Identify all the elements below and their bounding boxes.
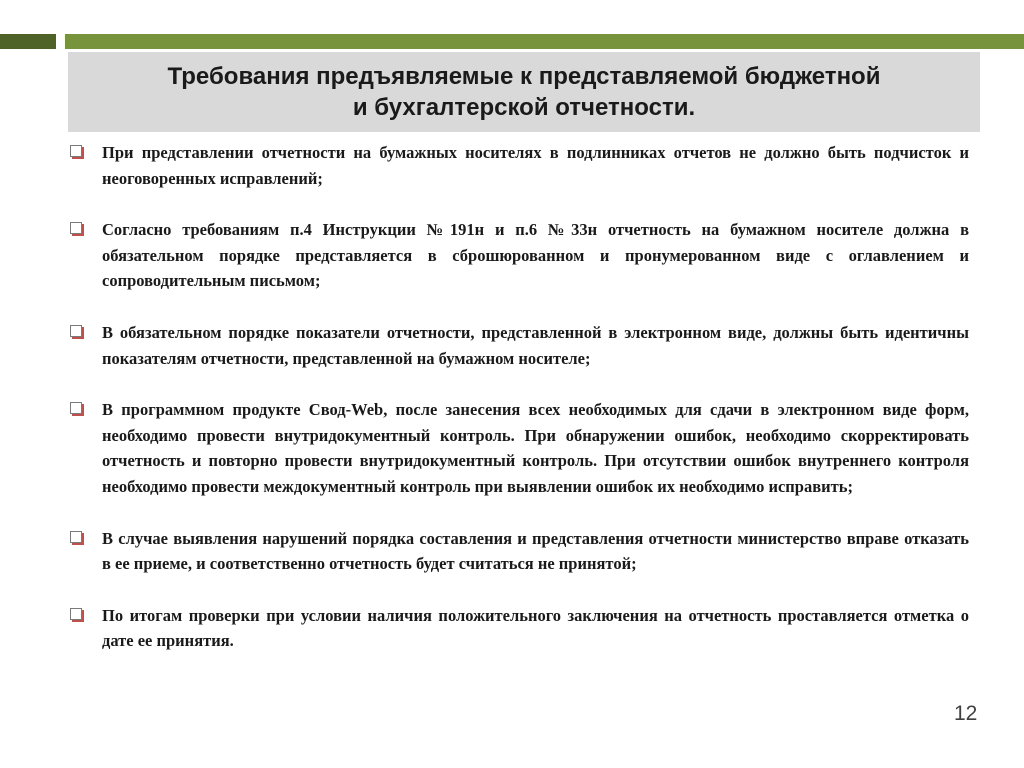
- bullet-text: Согласно требованиям п.4 Инструкции №191н и п.6 №33н отчетность на бумажном носителе должна в обязательном порядке представляется в сброшюрованном и пронумерованном виде с оглавлением и сопроводительным письмом;: [102, 220, 969, 291]
- bullet-text: В обязательном порядке показатели отчетности, представленной в электронном виде, должны быть идентичны показателям отчетности, представленной на бумажном носителе;: [102, 322, 969, 368]
- slide-title: [68, 52, 980, 132]
- bullet-text: При представлении отчетности на бумажных носителях в подлинниках отчетов не должно быть подчисток и неоговоренных исправлений;: [102, 143, 969, 188]
- checkbox-square-icon: [70, 145, 82, 157]
- bullet-text: В случае выявления нарушений порядка составления и представления отчетности министерство вправе отказать в ее приеме, и соответственно отчетность будет считаться не принятой;: [102, 528, 969, 574]
- checkbox-square-icon: [70, 608, 82, 620]
- header-accent-bar-light: [65, 34, 1024, 49]
- checkbox-square-icon: [70, 325, 82, 337]
- bullet-item: [68, 603, 969, 654]
- slide-title-line-2: и бухгалтерской отчетности.: [352, 94, 696, 121]
- bullet-list: [68, 140, 969, 654]
- bullet-item: [68, 217, 969, 294]
- bullet-item: [68, 320, 969, 371]
- bullet-item: [68, 397, 969, 499]
- slide-title-line-1: Требования предъявляемые к представляемой бюджетной: [167, 63, 881, 90]
- page-number: 12: [954, 702, 978, 725]
- checkbox-square-icon: [70, 531, 82, 543]
- bullet-item: [68, 526, 969, 577]
- bullet-item: [68, 140, 969, 191]
- checkbox-square-icon: [70, 222, 82, 234]
- bullet-text: В программном продукте Свод-Web, после занесения всех необходимых для сдачи в электронном виде форм, необходимо провести внутридокументный контроль. При обнаружении ошибок, необходимо скорректировать отчетность и повторно провести внутридокументный контроль. При отсутствии ошибок внутреннего контроля необходимо провести междокументный контроль при выявлении ошибок их необходимо исправить;: [102, 400, 969, 496]
- header-accent-bar-dark: [0, 34, 56, 49]
- checkbox-square-icon: [70, 402, 82, 414]
- bullet-text: По итогам проверки при условии наличия положительного заключения на отчетность проставляется отметка о дате ее принятия.: [102, 605, 969, 651]
